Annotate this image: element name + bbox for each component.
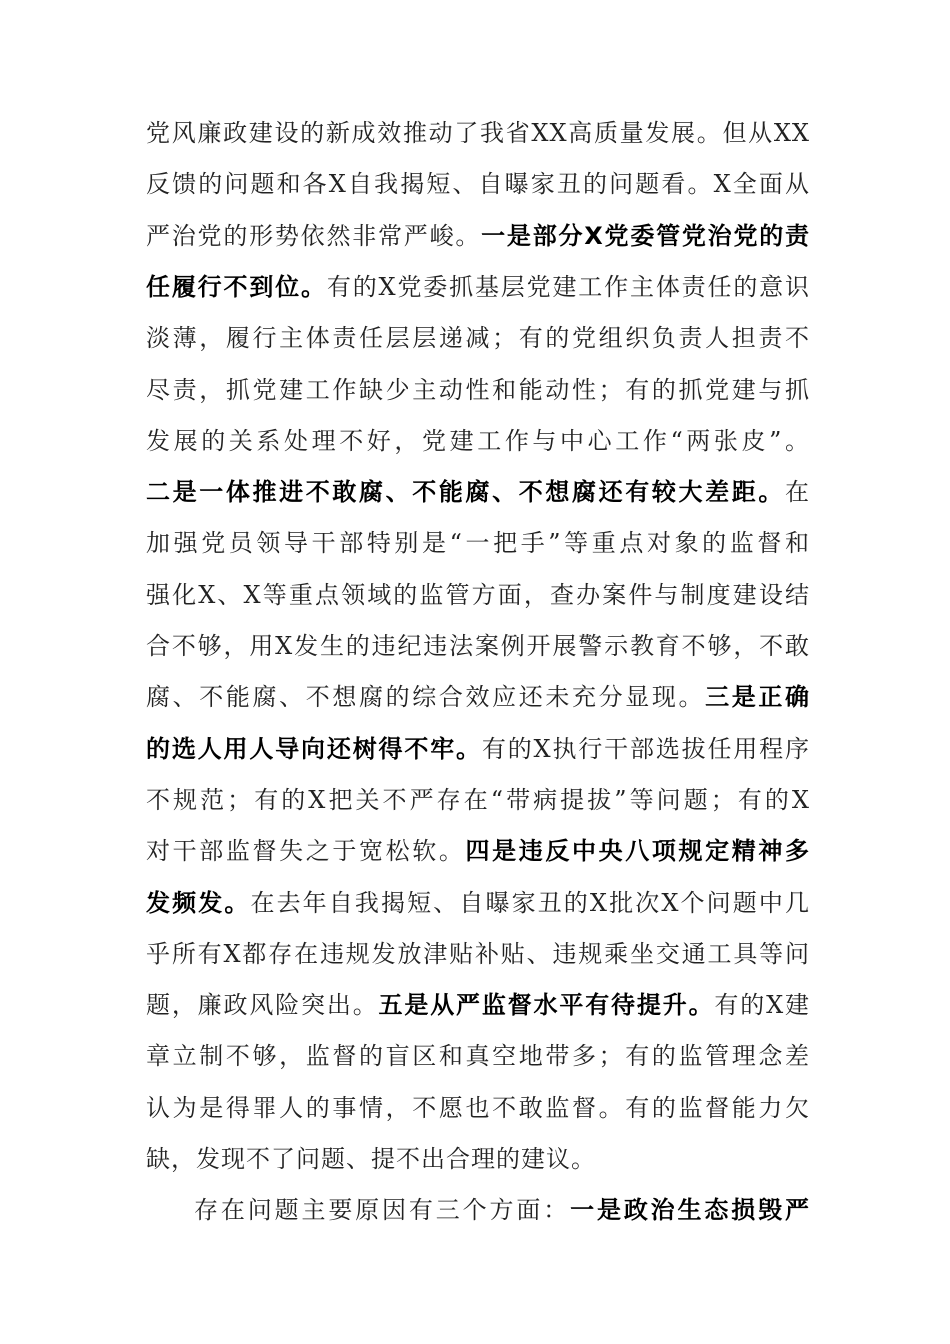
text-segment: 有的X执行干部选拔任用程序 [481,734,810,763]
text-line [146,934,810,974]
text-segment: 有的X党委抓基层党建工作主体责任的意识 [326,272,810,301]
bold-text-segment: 任履行不到位。 [146,272,327,301]
text-line [146,626,810,666]
bold-text-segment: 发频发。 [146,888,251,917]
text-line [146,523,810,563]
text-line [146,370,810,410]
bold-text-segment: 四是违反中央八项规定精神多 [465,837,810,866]
text-line [146,318,810,358]
text-segment: 对干部监督失之于宽松软。 [146,837,466,866]
bold-text-segment: 一是部分X党委管党治党的责 [481,221,810,250]
text-segment: 尽责，抓党建工作缺少主动性和能动性；有的抓党建与抓 [146,375,810,404]
text-segment: 发展的关系处理不好，党建工作与中心工作“两张皮”。 [146,426,810,455]
text-line [146,831,810,871]
text-segment: 缺，发现不了问题、提不出合理的建议。 [146,1145,596,1173]
bold-text-segment: 二是一体推进不敢腐、不能腐、不想腐还有较大差距。 [146,478,785,507]
text-line [146,575,810,615]
text-segment: 题，廉政风险突出。 [146,991,379,1020]
text-segment: 有的X建 [714,991,811,1020]
text-line [146,985,810,1025]
text-line [146,267,810,307]
bold-text-segment: 三是正确 [705,683,810,712]
bold-text-segment: 一是政治生态损毁严 [570,1196,811,1225]
text-segment: 严治党的形势依然非常严峻。 [146,221,482,250]
text-segment: 党风廉政建设的新成效推动了我省XX高质量发展。但从XX [146,119,810,147]
text-segment: 章立制不够，监督的盲区和真空地带多；有的监管理念差 [146,1042,810,1071]
text-segment: 腐、不能腐、不想腐的综合效应还未充分显现。 [146,683,706,712]
bold-text-segment: 的选人用人导向还树得不牢。 [146,734,482,763]
text-line [146,472,810,512]
text-line [146,1088,810,1128]
text-segment: 存在问题主要原因有三个方面： [194,1196,571,1225]
text-line [146,677,810,717]
text-line [146,164,810,204]
text-segment: 不规范；有的X把关不严存在“带病提拔”等问题；有的X [146,785,810,814]
text-line [146,729,810,769]
text-segment: 淡薄，履行主体责任层层递减；有的党组织负责人担责不 [146,324,810,353]
text-segment: 在去年自我揭短、自曝家丑的X批次X个问题中几 [250,888,810,917]
text-line [146,780,810,820]
text-segment: 加强党员领导干部特别是“一把手”等重点对象的监督和 [146,529,810,558]
text-line [146,216,810,256]
text-line [146,113,810,153]
text-segment: 强化X、X等重点领域的监管方面，查办案件与制度建设结 [146,580,810,609]
text-line [146,883,810,923]
text-segment: 乎所有X都存在违规发放津贴补贴、违规乘坐交通工具等问 [146,939,810,968]
text-segment: 反馈的问题和各X自我揭短、自曝家丑的问题看。X全面从 [146,170,810,199]
text-segment: 认为是得罪人的事情，不愿也不敢监督。有的监督能力欠 [146,1093,810,1122]
bold-text-segment: 五是从严监督水平有待提升。 [378,991,715,1020]
text-segment: 在 [785,478,810,507]
text-line [194,1190,810,1230]
text-line [146,421,810,461]
text-segment: 合不够，用X发生的违纪违法案例开展警示教育不够，不敢 [146,632,810,660]
text-line [146,1139,810,1179]
text-line [146,1036,810,1076]
